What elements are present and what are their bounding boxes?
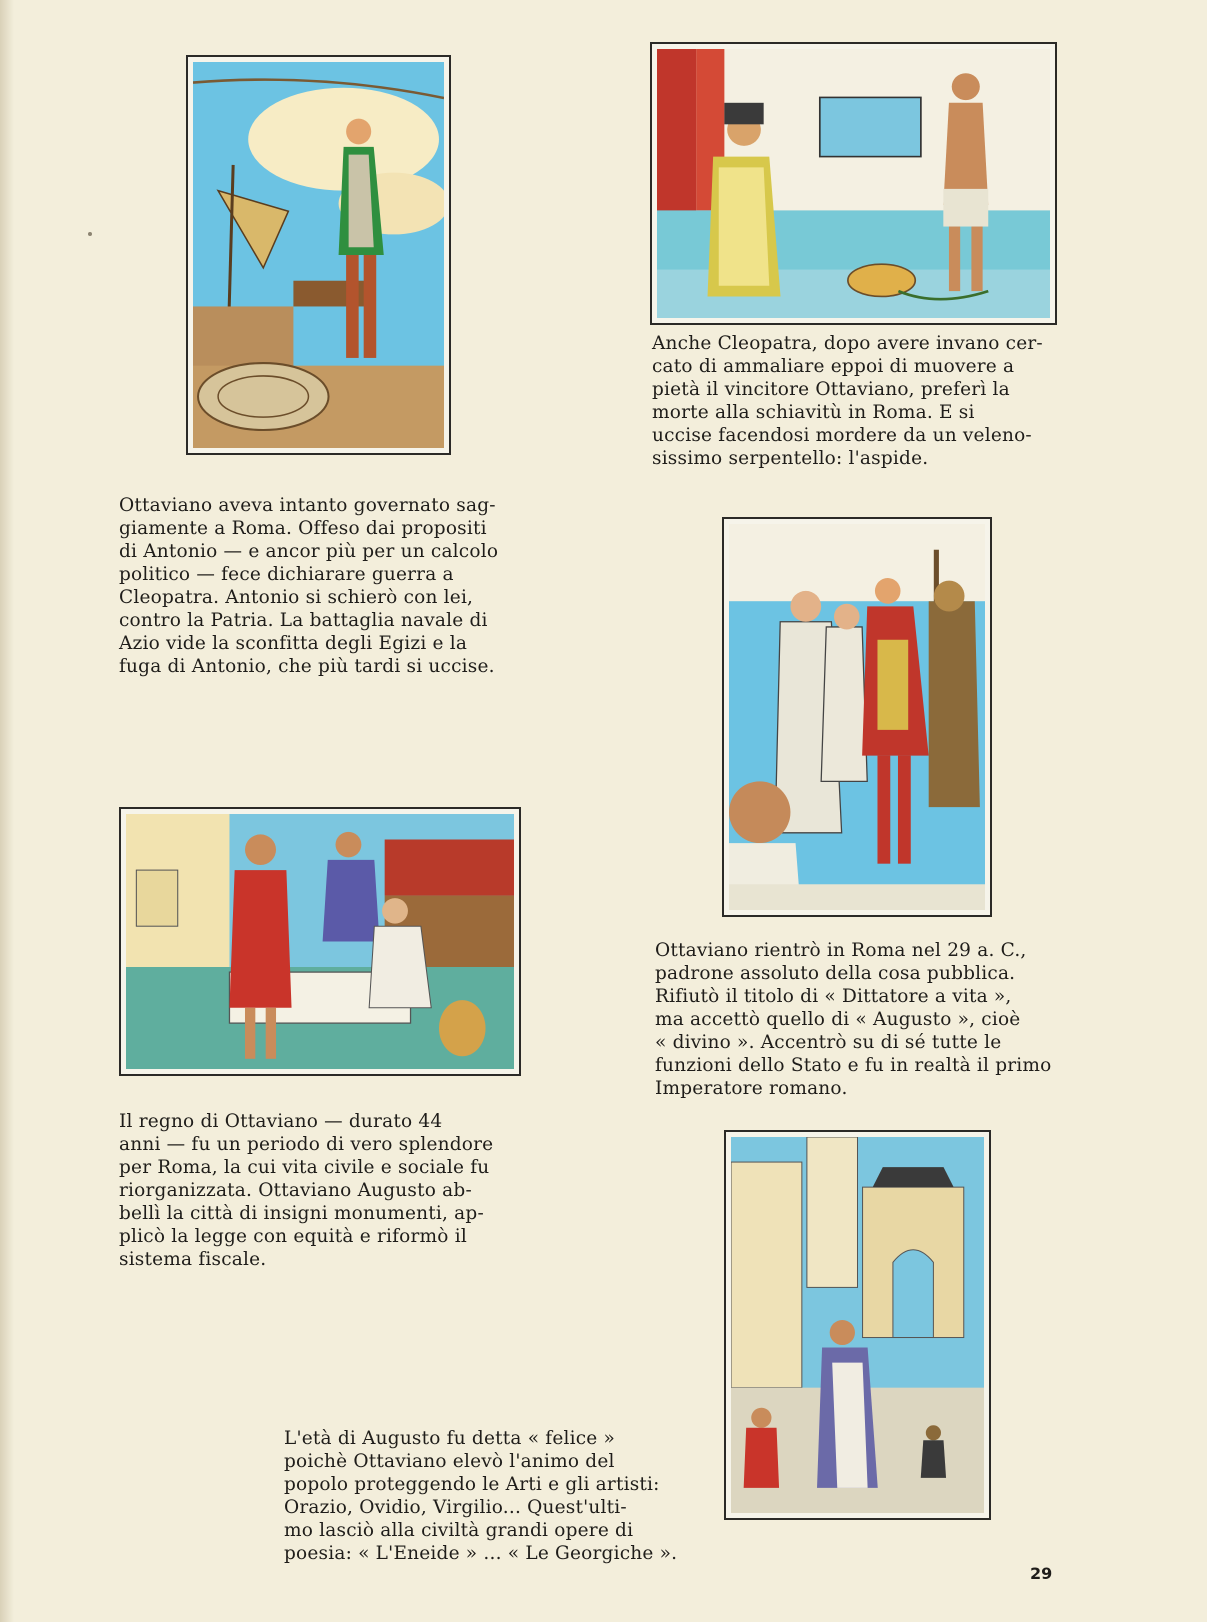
caption-line: poesia: « L'Eneide » ... « Le Georgiche ». bbox=[284, 1543, 678, 1564]
caption-eta-augusto bbox=[284, 1427, 694, 1565]
caption-line: riorganizzata. Ottaviano Augusto ab- bbox=[119, 1180, 472, 1201]
caption-line: anni — fu un periodo di vero splendore bbox=[119, 1134, 494, 1155]
caption-line: bellì la città di insigni monumenti, ap- bbox=[119, 1203, 484, 1224]
caption-line: morte alla schiavitù in Roma. E si bbox=[652, 402, 975, 423]
caption-line: di Antonio — e ancor più per un calcolo bbox=[119, 541, 499, 562]
caption-line: plicò la legge con equità e riformò il bbox=[119, 1226, 467, 1247]
panel-cleopatra-asp bbox=[650, 42, 1057, 325]
caption-line: giamente a Roma. Offeso dai propositi bbox=[119, 518, 487, 539]
caption-line: Imperatore romano. bbox=[655, 1078, 848, 1099]
caption-line: Ottaviano rientrò in Roma nel 29 a. C., bbox=[655, 940, 1027, 961]
illustration-octavian-desk bbox=[126, 814, 514, 1069]
caption-line: sissimo serpentello: l'aspide. bbox=[652, 448, 929, 469]
caption-line: popolo proteggendo le Arti e gli artisti: bbox=[284, 1474, 660, 1495]
caption-line: pietà il vincitore Ottaviano, preferì la bbox=[652, 379, 1010, 400]
caption-line: mo lasciò alla civiltà grandi opere di bbox=[284, 1520, 634, 1541]
panel-augustan-rome bbox=[724, 1130, 991, 1520]
paper-speck bbox=[88, 232, 92, 236]
caption-line: uccise facendosi mordere da un veleno- bbox=[652, 425, 1032, 446]
caption-line: sistema fiscale. bbox=[119, 1249, 267, 1270]
illustration-augustan-rome bbox=[731, 1137, 984, 1513]
caption-line: Azio vide la sconfitta degli Egizi e la bbox=[119, 633, 468, 654]
caption-line: fuga di Antonio, che più tardi si uccise. bbox=[119, 656, 495, 677]
illustration-cleopatra bbox=[657, 49, 1050, 318]
caption-line: Rifiutò il titolo di « Dittatore a vita », bbox=[655, 986, 1012, 1007]
page-gutter-shadow bbox=[0, 0, 14, 1622]
panel-octavian-desk bbox=[119, 807, 521, 1076]
caption-line: ma accettò quello di « Augusto », cioè bbox=[655, 1009, 1021, 1030]
caption-line: « divino ». Accentrò su di sé tutte le bbox=[655, 1032, 1002, 1053]
caption-line: Orazio, Ovidio, Virgilio... Quest'ulti- bbox=[284, 1497, 627, 1518]
caption-line: Cleopatra. Antonio si schierò con lei, bbox=[119, 587, 474, 608]
caption-line: Ottaviano aveva intanto governato sag- bbox=[119, 495, 496, 516]
caption-line: contro la Patria. La battaglia navale di bbox=[119, 610, 488, 631]
panel-octavian-crowned bbox=[722, 517, 992, 917]
caption-line: poichè Ottaviano elevò l'animo del bbox=[284, 1451, 615, 1472]
caption-line: politico — fece dichiarare guerra a bbox=[119, 564, 454, 585]
caption-augusto bbox=[655, 939, 1060, 1100]
page-number: 29 bbox=[1030, 1564, 1053, 1583]
illustration-octavian-crowned bbox=[729, 524, 985, 910]
caption-line: Anche Cleopatra, dopo avere invano cer- bbox=[652, 333, 1043, 354]
caption-regno bbox=[119, 1110, 509, 1271]
caption-azio bbox=[119, 494, 501, 678]
caption-line: Il regno di Ottaviano — durato 44 bbox=[119, 1111, 443, 1132]
caption-line: cato di ammaliare eppoi di muovere a bbox=[652, 356, 1015, 377]
caption-cleopatra bbox=[652, 332, 1047, 470]
caption-line: L'età di Augusto fu detta « felice » bbox=[284, 1428, 616, 1449]
caption-line: padrone assoluto della cosa pubblica. bbox=[655, 963, 1016, 984]
illustration-octavian-ship bbox=[193, 62, 444, 448]
caption-line: per Roma, la cui vita civile e sociale fu bbox=[119, 1157, 490, 1178]
panel-octavian-ship bbox=[186, 55, 451, 455]
caption-line: funzioni dello Stato e fu in realtà il primo bbox=[655, 1055, 1052, 1076]
